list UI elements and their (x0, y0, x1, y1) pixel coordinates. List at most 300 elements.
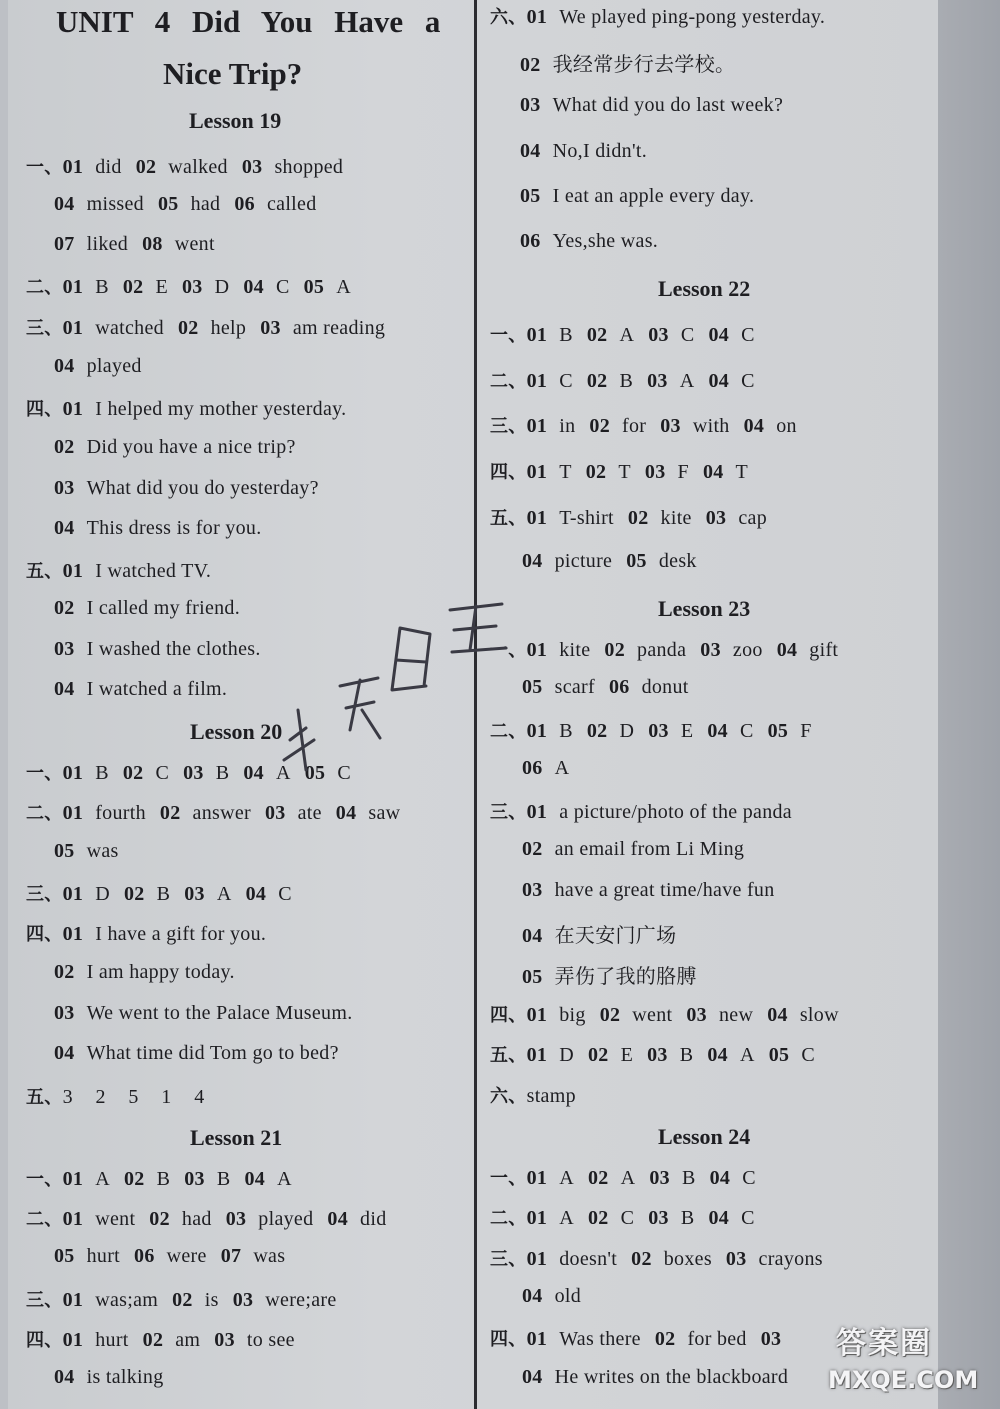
item-number: 03 (54, 477, 75, 499)
item-number: 04 (335, 802, 357, 824)
answer-text: Did you have a nice trip? (86, 436, 296, 458)
section-label: 五、 (26, 561, 63, 582)
item-number: 04 (708, 324, 730, 346)
answer-line (490, 504, 767, 530)
answer-text: I watched TV. (95, 560, 212, 582)
item-number: 06 (520, 230, 541, 252)
answer-text: T (559, 461, 572, 483)
unit-title-line2: Nice Trip? (163, 56, 303, 91)
item-number: 03 (648, 720, 669, 742)
item-number: 08 (142, 233, 163, 255)
section-label: 四、 (26, 399, 63, 420)
item-number: 05 (767, 720, 789, 742)
item-number: 05 (626, 550, 647, 572)
section-label: 一、 (26, 157, 63, 178)
item-number: 03 (648, 324, 669, 346)
section-label: 四、 (490, 1005, 527, 1026)
item-number: 02 (54, 961, 75, 983)
section-label: 六、 (490, 1086, 527, 1107)
item-number: 01 (62, 1329, 84, 1351)
item-number: 03 (225, 1208, 247, 1230)
item-number: 05 (304, 762, 326, 784)
answer-text: played (258, 1208, 314, 1230)
item-number: 02 (627, 507, 649, 529)
item-number: 01 (526, 720, 548, 742)
item-number: 01 (526, 461, 548, 483)
answer-line (54, 1002, 353, 1025)
answer-line (26, 557, 211, 583)
item-number: 07 (220, 1245, 242, 1267)
answer-line (26, 1165, 292, 1191)
item-number: 01 (526, 415, 548, 437)
answer-text: A (559, 1207, 574, 1229)
answer-text: watched (95, 317, 164, 339)
item-number: 01 (526, 324, 548, 346)
answer-text: slow (799, 1004, 839, 1026)
answer-text: C (337, 762, 351, 784)
item-number: 01 (526, 639, 548, 661)
section-label: 三、 (490, 1249, 527, 1270)
answer-text: F (677, 461, 689, 483)
answer-text: C (620, 1207, 635, 1229)
answer-text: panda (637, 639, 687, 661)
answer-text: shopped (274, 156, 344, 178)
answer-line (490, 798, 792, 824)
answer-line (490, 412, 797, 438)
item-number: 02 (54, 436, 75, 458)
answer-text: F (800, 720, 812, 742)
answer-text: old (554, 1285, 582, 1307)
answer-line (520, 94, 783, 117)
answer-text: am (175, 1329, 201, 1351)
answer-text: new (718, 1004, 754, 1026)
answer-text: I washed the clothes. (86, 638, 261, 660)
lesson-22-heading: Lesson 22 (658, 276, 751, 301)
answer-line (490, 1245, 823, 1271)
item-number: 04 (743, 415, 765, 437)
item-number: 03 (54, 1002, 75, 1024)
answer-text: doesn't (559, 1248, 618, 1270)
answer-text: D (95, 883, 110, 905)
item-number: 01 (62, 883, 84, 905)
answer-text: 在天安门广场 (554, 925, 677, 947)
section-label: 二、 (26, 277, 63, 298)
section-label: 六、 (490, 7, 527, 28)
item-number: 05 (522, 676, 543, 698)
answer-line (522, 550, 697, 573)
item-number: 04 (709, 1167, 731, 1189)
item-number: 06 (522, 757, 543, 779)
item-number: 02 (122, 276, 144, 298)
item-number: 01 (62, 560, 84, 582)
item-number: 02 (654, 1328, 676, 1350)
item-number: 02 (586, 370, 608, 392)
item-number: 03 (520, 94, 541, 116)
answer-text: had (190, 193, 221, 215)
answer-text: went (174, 233, 215, 255)
answer-text: went (632, 1004, 673, 1026)
item-number: 03 (725, 1248, 747, 1270)
answer-text: C (559, 370, 573, 392)
item-number: 01 (526, 1207, 548, 1229)
answer-line (522, 838, 744, 861)
item-number: 02 (522, 838, 543, 860)
answer-text: B (95, 276, 109, 298)
item-number: 04 (243, 762, 264, 784)
answer-line (490, 1204, 755, 1230)
answer-text: were (166, 1245, 207, 1267)
item-number: 02 (172, 1289, 193, 1311)
item-number: 03 (214, 1329, 235, 1351)
item-number: 04 (327, 1208, 349, 1230)
answer-text: a picture/photo of the panda (559, 801, 792, 823)
item-number: 03 (760, 1328, 782, 1350)
answer-text: E (155, 276, 168, 298)
answer-line (490, 321, 755, 347)
answer-text: T (735, 461, 749, 483)
answer-line (26, 799, 400, 825)
item-number: 03 (241, 156, 263, 178)
answer-text: I am happy today. (86, 961, 235, 983)
answer-line (520, 230, 658, 253)
section-label: 三、 (26, 884, 63, 905)
item-number: 03 (686, 1004, 707, 1026)
item-number: 01 (526, 6, 548, 28)
answer-text: 弄伤了我的胳膊 (554, 966, 697, 988)
item-number: 04 (520, 140, 541, 162)
answer-text: an email from Li Ming (554, 838, 745, 860)
answer-text: A (619, 324, 635, 346)
section-label: 二、 (490, 1208, 527, 1229)
answer-line (54, 1245, 285, 1268)
answer-text: was (86, 840, 119, 862)
answer-text: for bed (687, 1328, 747, 1350)
item-number: 03 (183, 762, 204, 784)
answer-text: C (742, 1167, 756, 1189)
item-number: 01 (526, 801, 548, 823)
answer-line (522, 879, 775, 902)
answer-text: gift (809, 639, 839, 661)
answer-line (26, 1083, 205, 1109)
item-number: 02 (135, 156, 157, 178)
answer-text: C (741, 1207, 755, 1229)
answer-text: C (155, 762, 170, 784)
answer-text: saw (368, 802, 401, 824)
answer-line (490, 1001, 839, 1027)
item-number: 06 (134, 1245, 155, 1267)
section-label: 四、 (26, 924, 63, 945)
answer-text: is (204, 1289, 219, 1311)
item-number: 04 (54, 1042, 75, 1064)
item-number: 02 (585, 461, 607, 483)
section-label: 三、 (26, 1290, 63, 1311)
answer-line (54, 193, 317, 216)
lesson-20-heading: Lesson 20 (190, 719, 283, 744)
item-number: 02 (599, 1004, 621, 1026)
answer-text: C (741, 370, 755, 392)
item-number: 01 (62, 156, 84, 178)
answer-line (26, 1286, 337, 1312)
answer-line (522, 1366, 788, 1389)
item-number: 02 (123, 883, 145, 905)
item-number: 04 (708, 1207, 730, 1229)
answer-text: hurt (95, 1329, 129, 1351)
item-number: 01 (526, 507, 548, 529)
unit-title-line1: UNIT 4 Did You Have a (56, 4, 441, 39)
answer-line (54, 477, 319, 500)
answer-line (26, 1326, 295, 1352)
answer-line (490, 458, 748, 484)
answer-text: What did you do last week? (552, 94, 784, 116)
answer-text: was;am (95, 1289, 159, 1311)
item-number: 01 (526, 370, 548, 392)
answer-text: D (619, 720, 635, 742)
answer-text: He writes on the blackboard (554, 1366, 789, 1388)
answer-text: B (559, 720, 573, 742)
item-number: 04 (54, 678, 75, 700)
answer-text: D (559, 1044, 574, 1066)
answer-text: did (95, 156, 122, 178)
answer-line (54, 597, 240, 620)
answer-text: B (156, 883, 171, 905)
answer-text: walked (168, 156, 228, 178)
item-number: 04 (702, 461, 724, 483)
item-number: 03 (184, 883, 205, 905)
item-number: 05 (522, 966, 543, 988)
answer-text: B (559, 324, 573, 346)
answer-text: C (739, 720, 754, 742)
section-label: 一、 (490, 1168, 527, 1189)
answer-text: A (554, 757, 570, 779)
answer-text: in (559, 415, 576, 437)
item-number: 02 (631, 1248, 652, 1270)
answer-line (490, 1041, 815, 1067)
item-number: 04 (522, 1366, 543, 1388)
answer-text: C (801, 1044, 815, 1066)
answer-line (54, 961, 235, 984)
item-number: 04 (708, 370, 730, 392)
answer-text: A (336, 276, 351, 298)
answer-text: stamp (526, 1085, 576, 1107)
answer-text: played (86, 355, 142, 377)
answer-line (520, 185, 754, 208)
item-number: 02 (587, 1167, 609, 1189)
answer-text: We went to the Palace Museum. (86, 1002, 353, 1024)
item-number: 03 (264, 802, 286, 824)
section-label: 一、 (490, 640, 527, 661)
answer-line (54, 436, 296, 459)
answer-text: I eat an apple every day. (552, 185, 755, 207)
answer-text: kite (559, 639, 591, 661)
answer-text: donut (641, 676, 689, 698)
answer-text: liked (86, 233, 129, 255)
item-number: 04 (776, 639, 798, 661)
section-label: 四、 (26, 1330, 63, 1351)
answer-text: B (156, 1168, 171, 1190)
item-number: 05 (768, 1044, 790, 1066)
answer-text: ate (297, 802, 322, 824)
section-label: 二、 (490, 721, 527, 742)
answer-line (54, 517, 262, 540)
item-number: 04 (54, 193, 75, 215)
answer-text: crayons (758, 1248, 823, 1270)
answer-line (490, 367, 755, 393)
answer-line (54, 233, 215, 256)
answer-line (490, 1325, 781, 1351)
answer-text: C (741, 324, 755, 346)
answer-text: cap (738, 507, 767, 529)
item-number: 03 (522, 879, 543, 901)
answer-text: is talking (86, 1366, 164, 1388)
answer-line (26, 273, 351, 299)
page-edge (938, 0, 1000, 1409)
answer-line (54, 840, 119, 863)
item-number: 03 (647, 1044, 668, 1066)
section-label: 三、 (26, 318, 63, 339)
answer-text: A (216, 883, 232, 905)
item-number: 02 (159, 802, 181, 824)
answer-text: zoo (732, 639, 763, 661)
item-number: 02 (589, 415, 610, 437)
answer-text: scarf (554, 676, 595, 698)
item-number: 05 (157, 193, 179, 215)
answer-text: kite (660, 507, 692, 529)
item-number: 04 (245, 883, 267, 905)
section-label: 二、 (26, 803, 63, 824)
answer-text: T (618, 461, 631, 483)
answer-text: What did you do yesterday? (86, 477, 319, 499)
answer-text: desk (658, 550, 697, 572)
item-number: 04 (54, 355, 75, 377)
answer-text: with (692, 415, 730, 437)
answer-line (54, 1042, 339, 1065)
item-number: 04 (767, 1004, 788, 1026)
watermark-logo (828, 1318, 998, 1406)
item-number: 02 (122, 762, 144, 784)
item-number: 04 (244, 1168, 266, 1190)
watermark-text-en: MXQE.COM (828, 1366, 979, 1394)
item-number: 01 (62, 276, 84, 298)
item-number: 04 (54, 1366, 75, 1388)
section-label: 四、 (490, 1329, 527, 1350)
answer-line (26, 395, 346, 421)
answer-text: I called my friend. (86, 597, 241, 619)
answer-text: were;are (265, 1289, 337, 1311)
answer-text: big (559, 1004, 586, 1026)
answer-line (26, 153, 343, 179)
section-label: 二、 (26, 1209, 63, 1230)
item-number: 01 (526, 1167, 548, 1189)
answer-text: C (278, 883, 292, 905)
item-number: 04 (707, 1044, 728, 1066)
answer-text: No,I didn't. (552, 140, 648, 162)
answer-line (54, 678, 227, 701)
item-number: 05 (520, 185, 541, 207)
answer-text: A (275, 762, 291, 784)
answer-line (490, 3, 825, 29)
item-number: 04 (707, 720, 728, 742)
answer-text: A (739, 1044, 755, 1066)
answer-text: 3 2 5 1 4 (62, 1086, 205, 1108)
lesson-23-heading: Lesson 23 (658, 596, 751, 621)
item-number: 02 (54, 597, 75, 619)
answer-text: missed (86, 193, 144, 215)
item-number: 04 (522, 1285, 543, 1307)
section-label: 一、 (490, 325, 527, 346)
item-number: 02 (587, 1207, 609, 1229)
item-number: 01 (526, 1248, 548, 1270)
item-number: 01 (62, 762, 84, 784)
answer-line (26, 920, 266, 946)
item-number: 01 (62, 1168, 84, 1190)
lesson-24-heading: Lesson 24 (658, 1124, 751, 1149)
lesson-21-heading: Lesson 21 (190, 1125, 283, 1150)
answer-text: T-shirt (559, 507, 614, 529)
answer-text: have a great time/have fun (554, 879, 775, 901)
answer-text: E (680, 720, 694, 742)
item-number: 02 (604, 639, 626, 661)
item-number: 03 (649, 1167, 670, 1189)
answer-line (26, 314, 385, 340)
section-label: 五、 (26, 1087, 63, 1108)
answer-text: E (620, 1044, 634, 1066)
answer-text: called (266, 193, 317, 215)
answer-text: B (215, 762, 230, 784)
answer-line (520, 48, 735, 77)
item-number: 03 (260, 317, 281, 339)
answer-text: This dress is for you. (86, 517, 262, 539)
answer-line (490, 1082, 576, 1108)
item-number: 05 (54, 840, 75, 862)
item-number: 03 (54, 638, 75, 660)
section-label: 一、 (26, 1169, 63, 1190)
item-number: 04 (522, 550, 543, 572)
answer-text: A (95, 1168, 110, 1190)
item-number: 04 (522, 925, 543, 947)
item-number: 01 (62, 1208, 84, 1230)
item-number: 03 (182, 276, 203, 298)
item-number: 02 (587, 1044, 609, 1066)
item-number: 03 (705, 507, 727, 529)
item-number: 02 (123, 1168, 145, 1190)
answer-line (54, 1366, 164, 1389)
section-label: 四、 (490, 462, 527, 483)
item-number: 02 (149, 1208, 170, 1230)
item-number: 07 (54, 233, 75, 255)
answer-line (522, 676, 689, 699)
answer-text: answer (192, 802, 251, 824)
answer-text: I helped my mother yesterday. (95, 398, 347, 420)
answer-text: had (181, 1208, 212, 1230)
answer-line (26, 1205, 387, 1231)
item-number: 02 (520, 54, 541, 76)
item-number: 03 (647, 370, 668, 392)
handwritten-scribble (270, 590, 530, 790)
item-number: 05 (303, 276, 325, 298)
item-number: 01 (62, 802, 84, 824)
item-number: 01 (62, 317, 84, 339)
item-number: 01 (526, 1044, 548, 1066)
lesson-19-heading: Lesson 19 (189, 108, 282, 133)
section-label: 一、 (26, 763, 63, 784)
answer-line (490, 636, 838, 662)
item-number: 04 (243, 276, 264, 298)
answer-line (490, 717, 812, 743)
answer-text: B (681, 1167, 696, 1189)
item-number: 01 (526, 1328, 548, 1350)
answer-text: C (680, 324, 695, 346)
answer-line (522, 960, 697, 989)
